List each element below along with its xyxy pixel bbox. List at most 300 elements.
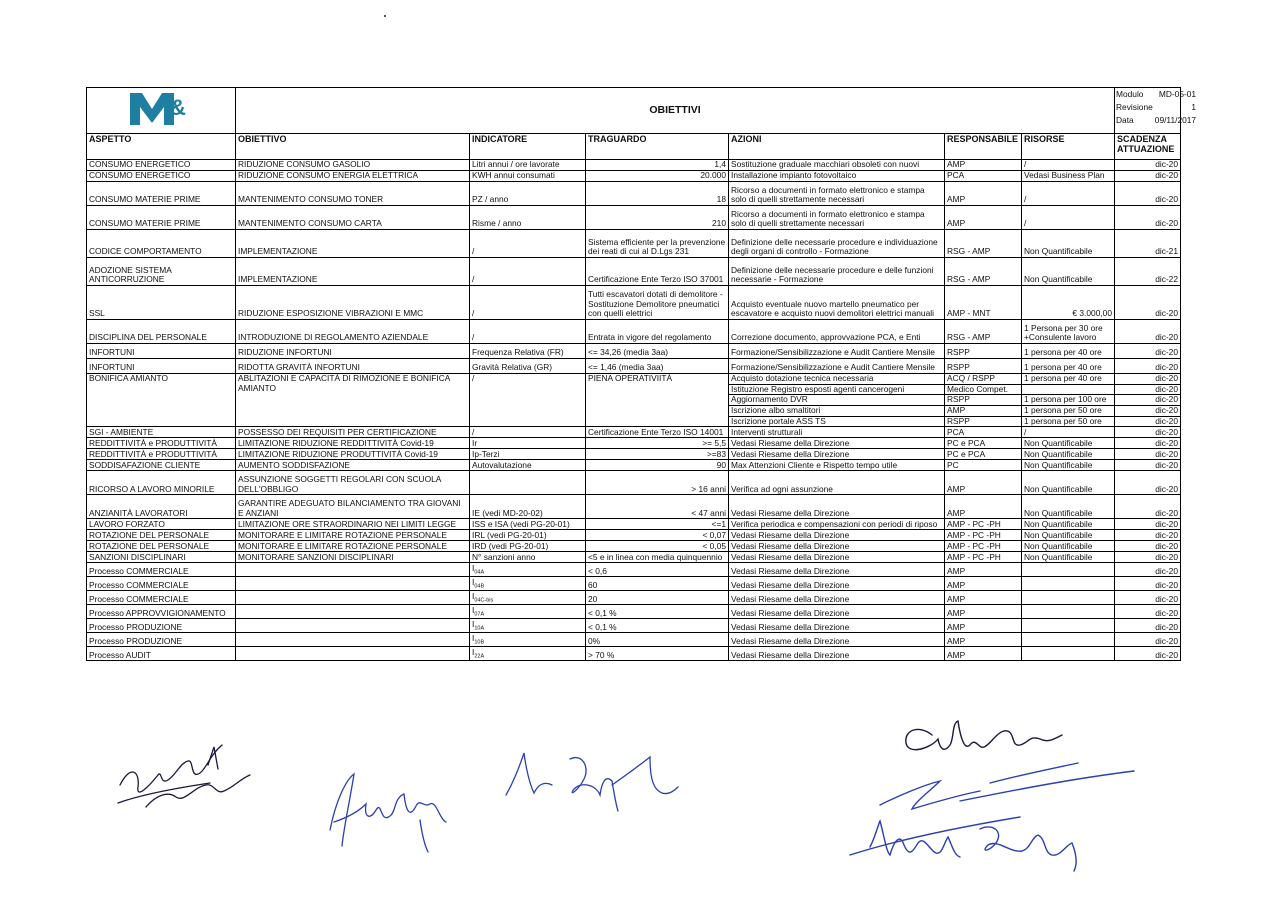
cell-risorse: Non Quantificabile [1022, 438, 1115, 449]
cell-indicatore: / [470, 286, 586, 320]
table-row [87, 619, 1181, 633]
cell-traguardo: 20 [586, 591, 729, 605]
cell-scadenza: dic-20 [1115, 647, 1181, 661]
cell-obiettivo: RIDUZIONE CONSUMO GASOLIO [236, 160, 470, 171]
cell-indicatore: / [470, 230, 586, 258]
cell-scadenza: dic-20 [1115, 460, 1181, 471]
cell-azioni: Vedasi Riesame della Direzione [729, 541, 945, 552]
cell-risorse: Non Quantificabile [1022, 530, 1115, 541]
cell-obiettivo: RIDUZIONE INFORTUNI [236, 344, 470, 359]
cell-aspetto: ANZIANITÀ LAVORATORI [87, 495, 236, 519]
table-row [87, 320, 1181, 344]
cell-responsabile: ACQ / RSPP [945, 374, 1022, 385]
indicator-symbol: I [472, 633, 475, 644]
cell-responsabile: RSG - AMP [945, 230, 1022, 258]
document-header [87, 88, 1181, 134]
cell-scadenza: dic-20 [1115, 530, 1181, 541]
column-header: TRAGUARDO [586, 134, 729, 160]
signature-4 [840, 705, 1150, 885]
table-row [87, 495, 1181, 519]
cell-azioni: Interventi strutturali [729, 427, 945, 438]
cell-azioni: Installazione impianto fotovoltaico [729, 171, 945, 182]
cell-risorse: Vedasi Business Plan [1022, 171, 1115, 182]
cell-indicatore [470, 633, 586, 647]
column-header: OBIETTIVO [236, 134, 470, 160]
cell-indicatore: / [470, 320, 586, 344]
cell-aspetto: Processo COMMERCIALE [87, 577, 236, 591]
table-row [87, 359, 1181, 374]
table-row [87, 230, 1181, 258]
cell-obiettivo [236, 633, 470, 647]
column-headers [87, 134, 1181, 160]
cell-aspetto: BONIFICA AMIANTO [87, 374, 236, 427]
cell-obiettivo: IMPLEMENTAZIONE [236, 230, 470, 258]
cell-aspetto: CONSUMO MATERIE PRIME [87, 182, 236, 206]
cell-obiettivo: LIMITAZIONE RIDUZIONE PRODUTTIVITÀ Covid-19 [236, 449, 470, 460]
cell-obiettivo [236, 647, 470, 661]
cell-azioni: Ricorso a documenti in formato elettronico e stampa solo di quelli strettamente necessari [729, 206, 945, 230]
indicator-subscript: 04C-bis [474, 597, 494, 604]
table-row [87, 449, 1181, 460]
table-row [87, 182, 1181, 206]
cell-scadenza: dic-20 [1115, 633, 1181, 647]
cell-risorse: Non Quantificabile [1022, 471, 1115, 495]
table-row [87, 258, 1181, 286]
cell-azioni: Formazione/Sensibilizzazione e Audit Cantiere Mensile [729, 344, 945, 359]
company-logo [126, 89, 196, 129]
cell-scadenza: dic-20 [1115, 160, 1181, 171]
cell-scadenza: dic-20 [1115, 359, 1181, 374]
cell-azioni: Ricorso a documenti in formato elettronico e stampa solo di quelli strettamente necessari [729, 182, 945, 206]
cell-risorse: Non Quantificabile [1022, 460, 1115, 471]
cell-traguardo: Certificazione Ente Terzo ISO 37001 [586, 258, 729, 286]
cell-scadenza: dic-20 [1115, 438, 1181, 449]
cell-responsabile: AMP [945, 471, 1022, 495]
cell-scadenza: dic-20 [1115, 605, 1181, 619]
cell-traguardo: < 47 anni [586, 495, 729, 519]
cell-aspetto: REDDITTIVITÀ e PRODUTTIVITÀ [87, 449, 236, 460]
cell-indicatore: ISS e ISA (vedi PG-20-01) [470, 519, 586, 530]
cell-scadenza: dic-20 [1115, 416, 1181, 427]
cell-azioni: Vedasi Riesame della Direzione [729, 449, 945, 460]
cell-traguardo: > 70 % [586, 647, 729, 661]
table-row [87, 633, 1181, 647]
cell-obiettivo: MONITORARE E LIMITARE ROTAZIONE PERSONALE [236, 541, 470, 552]
table-row [87, 344, 1181, 359]
cell-aspetto: CONSUMO MATERIE PRIME [87, 206, 236, 230]
column-header: AZIONI [729, 134, 945, 160]
cell-aspetto: SODDISAFAZIONE CLIENTE [87, 460, 236, 471]
objectives-table [86, 87, 1197, 661]
cell-scadenza: dic-20 [1115, 395, 1181, 406]
cell-aspetto: CONSUMO ENERGETICO [87, 160, 236, 171]
cell-indicatore: PZ / anno [470, 182, 586, 206]
cell-obiettivo: RIDUZIONE ESPOSIZIONE VIBRAZIONI E MMC [236, 286, 470, 320]
column-header: RISORSE [1022, 134, 1115, 160]
cell-traguardo: > 16 anni [586, 471, 729, 495]
indicator-subscript: 10B [474, 639, 485, 646]
cell-aspetto: INFORTUNI [87, 359, 236, 374]
cell-traguardo: PIENA OPERATIVIITÀ [586, 374, 729, 427]
cell-responsabile: AMP - PC -PH [945, 519, 1022, 530]
cell-azioni: Vedasi Riesame della Direzione [729, 591, 945, 605]
cell-traguardo: 90 [586, 460, 729, 471]
cell-scadenza: dic-20 [1115, 344, 1181, 359]
cell-risorse [1022, 619, 1115, 633]
cell-scadenza: dic-22 [1115, 258, 1181, 286]
cell-aspetto: RICORSO A LAVORO MINORILE [87, 471, 236, 495]
signature-3 [500, 745, 680, 815]
cell-indicatore [470, 471, 586, 495]
cell-scadenza: dic-20 [1115, 541, 1181, 552]
table-row [87, 552, 1181, 563]
cell-aspetto: SSL [87, 286, 236, 320]
cell-traguardo: <= 1,46 (media 3aa) [586, 359, 729, 374]
signature-1 [110, 725, 260, 825]
cell-responsabile: AMP - PC -PH [945, 541, 1022, 552]
cell-risorse: 1 persona per 40 ore [1022, 359, 1115, 374]
cell-indicatore [470, 577, 586, 591]
table-row [87, 427, 1181, 438]
meta-label: Modulo [1116, 88, 1144, 99]
cell-aspetto: DISCIPLINA DEL PERSONALE [87, 320, 236, 344]
cell-responsabile: AMP [945, 563, 1022, 577]
cell-responsabile: AMP [945, 577, 1022, 591]
cell-obiettivo: LIMITAZIONE RIDUZIONE REDDITTIVITÀ Covid-19 [236, 438, 470, 449]
cell-traguardo: >=83 [586, 449, 729, 460]
cell-azioni: Vedasi Riesame della Direzione [729, 647, 945, 661]
cell-risorse [1022, 605, 1115, 619]
cell-traguardo: 20.000 [586, 171, 729, 182]
table-row [87, 647, 1181, 661]
cell-responsabile: AMP - PC -PH [945, 552, 1022, 563]
signature-2 [320, 760, 460, 860]
meta-label: Revisione [1116, 101, 1153, 112]
cell-responsabile: PCA [945, 427, 1022, 438]
cell-azioni: Verifica periodica e compensazioni con periodi di riposo [729, 519, 945, 530]
cell-responsabile: AMP [945, 633, 1022, 647]
cell-obiettivo: RIDOTTA GRAVITÀ INFORTUNI [236, 359, 470, 374]
cell-risorse: Non Quantificabile [1022, 230, 1115, 258]
table-row [87, 374, 1181, 385]
table-row [87, 563, 1181, 577]
cell-azioni: Acquisto dotazione tecnica necessaria [729, 374, 945, 385]
cell-risorse: 1 persona per 50 ore [1022, 416, 1115, 427]
cell-aspetto: Processo PRODUZIONE [87, 633, 236, 647]
cell-obiettivo: POSSESSO DEI REQUISITI PER CERTIFICAZIONE [236, 427, 470, 438]
cell-aspetto: Processo COMMERCIALE [87, 563, 236, 577]
table-row [87, 471, 1181, 495]
meta-row [1115, 114, 1197, 127]
cell-traguardo: < 0,07 [586, 530, 729, 541]
indicator-subscript: 04B [474, 583, 485, 590]
cell-scadenza: dic-20 [1115, 171, 1181, 182]
cell-aspetto: Processo PRODUZIONE [87, 619, 236, 633]
cell-traguardo: 210 [586, 206, 729, 230]
cell-risorse [1022, 647, 1115, 661]
cell-traguardo: 1,4 [586, 160, 729, 171]
cell-risorse: Non Quantificabile [1022, 519, 1115, 530]
cell-indicatore [470, 619, 586, 633]
table-row [87, 577, 1181, 591]
cell-indicatore: Autovalutazione [470, 460, 586, 471]
meta-value: 09/11/2017 [1154, 114, 1197, 125]
cell-traguardo: < 0,1 % [586, 605, 729, 619]
cell-responsabile: RSPP [945, 344, 1022, 359]
table-row [87, 438, 1181, 449]
cell-scadenza: dic-20 [1115, 563, 1181, 577]
cell-indicatore: / [470, 374, 586, 427]
cell-obiettivo: RIDUZIONE CONSUMO ENERGIA ELETTRICA [236, 171, 470, 182]
cell-traguardo: 0% [586, 633, 729, 647]
cell-responsabile: AMP - MNT [945, 286, 1022, 320]
cell-risorse: Non Quantificabile [1022, 541, 1115, 552]
cell-azioni: Vedasi Riesame della Direzione [729, 633, 945, 647]
cell-obiettivo: MONITORARE E LIMITARE ROTAZIONE PERSONALE [236, 530, 470, 541]
cell-traguardo: Sistema efficiente per la prevenzione dei reati di cui al D.Lgs 231 [586, 230, 729, 258]
table-row [87, 519, 1181, 530]
cell-obiettivo: GARANTIRE ADEGUATO BILANCIAMENTO TRA GIOVANI E ANZIANI [236, 495, 470, 519]
cell-azioni: Definizione delle necessarie procedure e individuazione degli organi di controllo - Formazione [729, 230, 945, 258]
cell-indicatore: Ip-Terzi [470, 449, 586, 460]
cell-obiettivo: ASSUNZIONE SOGGETTI REGOLARI CON SCUOLA DELL'OBBLIGO [236, 471, 470, 495]
cell-scadenza: dic-20 [1115, 374, 1181, 385]
table-row [87, 160, 1181, 171]
table-row [87, 460, 1181, 471]
cell-aspetto: ROTAZIONE DEL PERSONALE [87, 541, 236, 552]
cell-risorse: 1 Persona per 30 ore +Consulente lavoro [1022, 320, 1115, 344]
indicator-subscript: 07A [474, 611, 485, 618]
cell-risorse [1022, 384, 1115, 395]
svg-text:&: & [170, 95, 186, 121]
cell-indicatore: Litri annui / ore lavorate [470, 160, 586, 171]
cell-indicatore: Ir [470, 438, 586, 449]
document-meta [1115, 88, 1197, 134]
cell-azioni: Max Attenzioni Cliente e Rispetto tempo utile [729, 460, 945, 471]
cell-risorse [1022, 591, 1115, 605]
cell-azioni: Vedasi Riesame della Direzione [729, 619, 945, 633]
cell-responsabile: PC e PCA [945, 449, 1022, 460]
cell-responsabile: AMP [945, 206, 1022, 230]
cell-risorse: / [1022, 206, 1115, 230]
logo-cell [87, 88, 236, 134]
cell-scadenza: dic-20 [1115, 577, 1181, 591]
cell-responsabile: Medico Compet. [945, 384, 1022, 395]
cell-responsabile: AMP [945, 160, 1022, 171]
cell-scadenza: dic-20 [1115, 619, 1181, 633]
cell-aspetto: SANZIONI DISCIPLINARI [87, 552, 236, 563]
cell-responsabile: AMP [945, 591, 1022, 605]
cell-risorse: € 3.000,00 [1022, 286, 1115, 320]
cell-indicatore: IRL (vedi PG-20-01) [470, 530, 586, 541]
scan-mark [384, 15, 386, 17]
cell-traguardo: <= 34,26 (media 3aa) [586, 344, 729, 359]
cell-risorse: 1 persona per 40 ore [1022, 344, 1115, 359]
cell-traguardo: Entrata in vigore del regolamento [586, 320, 729, 344]
cell-risorse: Non Quantificabile [1022, 258, 1115, 286]
indicator-symbol: I [472, 619, 475, 630]
cell-responsabile: RSG - AMP [945, 320, 1022, 344]
cell-scadenza: dic-20 [1115, 519, 1181, 530]
cell-risorse: Non Quantificabile [1022, 449, 1115, 460]
meta-value: 1 [1191, 101, 1197, 112]
cell-obiettivo: IMPLEMENTAZIONE [236, 258, 470, 286]
cell-indicatore [470, 647, 586, 661]
cell-risorse: 1 persona per 50 ore [1022, 405, 1115, 416]
cell-obiettivo [236, 619, 470, 633]
cell-scadenza: dic-20 [1115, 591, 1181, 605]
cell-scadenza: dic-20 [1115, 182, 1181, 206]
cell-responsabile: PCA [945, 171, 1022, 182]
table-row [87, 530, 1181, 541]
indicator-symbol: I [472, 591, 475, 602]
cell-scadenza: dic-20 [1115, 552, 1181, 563]
cell-risorse: 1 persona per 40 ore [1022, 374, 1115, 385]
cell-risorse: Non Quantificabile [1022, 495, 1115, 519]
cell-scadenza: dic-20 [1115, 286, 1181, 320]
cell-risorse: / [1022, 160, 1115, 171]
cell-traguardo: 60 [586, 577, 729, 591]
cell-aspetto: ROTAZIONE DEL PERSONALE [87, 530, 236, 541]
indicator-symbol: I [472, 563, 475, 574]
column-header: ASPETTO [87, 134, 236, 160]
cell-azioni: Formazione/Sensibilizzazione e Audit Cantiere Mensile [729, 359, 945, 374]
cell-indicatore: N° sanzioni anno [470, 552, 586, 563]
cell-obiettivo [236, 605, 470, 619]
cell-responsabile: AMP [945, 495, 1022, 519]
cell-azioni: Vedasi Riesame della Direzione [729, 438, 945, 449]
cell-indicatore: / [470, 427, 586, 438]
cell-aspetto: REDDITTIVITÀ e PRODUTTIVITÀ [87, 438, 236, 449]
cell-aspetto: INFORTUNI [87, 344, 236, 359]
cell-azioni: Definizione delle necessarie procedure e delle funzioni necessarie - Formazione [729, 258, 945, 286]
cell-scadenza: dic-21 [1115, 230, 1181, 258]
cell-scadenza: dic-20 [1115, 206, 1181, 230]
cell-scadenza: dic-20 [1115, 471, 1181, 495]
cell-responsabile: PC [945, 460, 1022, 471]
cell-traguardo: < 0,05 [586, 541, 729, 552]
cell-responsabile: AMP [945, 605, 1022, 619]
cell-traguardo: Tutti escavatori dotati di demolitore - Sostituzione Demolitore pneumatici con quelli elettrici [586, 286, 729, 320]
cell-scadenza: dic-20 [1115, 449, 1181, 460]
cell-azioni: Vedasi Riesame della Direzione [729, 552, 945, 563]
cell-obiettivo [236, 591, 470, 605]
cell-obiettivo: MANTENIMENTO CONSUMO CARTA [236, 206, 470, 230]
table-row [87, 286, 1181, 320]
cell-risorse [1022, 577, 1115, 591]
column-header: INDICATORE [470, 134, 586, 160]
cell-indicatore: IE (vedi MD-20-02) [470, 495, 586, 519]
meta-value: MD-05-01 [1158, 88, 1197, 99]
cell-obiettivo: ABLITAZIONI E CAPACITÀ DI RIMOZIONE E BONIFICA AMIANTO [236, 374, 470, 427]
cell-azioni: Iscrizione portale ASS TS [729, 416, 945, 427]
cell-traguardo: 18 [586, 182, 729, 206]
cell-indicatore: Gravità Relativa (GR) [470, 359, 586, 374]
cell-indicatore: KWH annui consumati [470, 171, 586, 182]
cell-azioni: Correzione documento, approvvazione PCA, e Enti [729, 320, 945, 344]
cell-responsabile: AMP [945, 182, 1022, 206]
cell-azioni: Iscrizione albo smaltitori [729, 405, 945, 416]
cell-indicatore [470, 563, 586, 577]
cell-responsabile: RSG - AMP [945, 258, 1022, 286]
cell-risorse: / [1022, 182, 1115, 206]
cell-aspetto: Processo APPROVVIGIONAMENTO [87, 605, 236, 619]
cell-obiettivo: AUMENTO SODDISFAZIONE [236, 460, 470, 471]
cell-aspetto: LAVORO FORZATO [87, 519, 236, 530]
cell-scadenza: dic-20 [1115, 320, 1181, 344]
indicator-subscript: 04A [474, 569, 485, 576]
cell-risorse: Non Quantificabile [1022, 552, 1115, 563]
cell-azioni: Vedasi Riesame della Direzione [729, 495, 945, 519]
cell-aspetto: SGI - AMBIENTE [87, 427, 236, 438]
cell-aspetto: Processo COMMERCIALE [87, 591, 236, 605]
table-row [87, 206, 1181, 230]
cell-scadenza: dic-20 [1115, 405, 1181, 416]
cell-responsabile: AMP - PC -PH [945, 530, 1022, 541]
cell-scadenza: dic-20 [1115, 384, 1181, 395]
cell-traguardo: < 0,6 [586, 563, 729, 577]
cell-traguardo: <5 e in linea con media quinquennio [586, 552, 729, 563]
cell-azioni: Vedasi Riesame della Direzione [729, 605, 945, 619]
cell-azioni: Acquisto eventuale nuovo martello pneumatico per escavatore e acquisto nuovi demolitori elettrici manuali [729, 286, 945, 320]
cell-aspetto: Processo AUDIT [87, 647, 236, 661]
table-row [87, 605, 1181, 619]
indicator-symbol: I [472, 605, 475, 616]
table-row [87, 171, 1181, 182]
cell-responsabile: AMP [945, 619, 1022, 633]
meta-row [1115, 101, 1197, 114]
cell-obiettivo: MANTENIMENTO CONSUMO TONER [236, 182, 470, 206]
cell-indicatore: Risme / anno [470, 206, 586, 230]
meta-row [1115, 88, 1197, 101]
cell-azioni: Vedasi Riesame della Direzione [729, 563, 945, 577]
cell-azioni: Vedasi Riesame della Direzione [729, 530, 945, 541]
document-title: OBIETTIVI [236, 88, 1115, 134]
cell-risorse [1022, 633, 1115, 647]
cell-obiettivo [236, 577, 470, 591]
meta-label: Data [1116, 114, 1134, 125]
cell-indicatore [470, 605, 586, 619]
column-header: SCADENZA ATTUAZIONE [1115, 134, 1181, 160]
cell-aspetto: CODICE COMPORTAMENTO [87, 230, 236, 258]
cell-traguardo: <=1 [586, 519, 729, 530]
cell-risorse [1022, 563, 1115, 577]
cell-traguardo: >= 5,5 [586, 438, 729, 449]
indicator-symbol: I [472, 577, 475, 588]
cell-responsabile: RSPP [945, 395, 1022, 406]
cell-responsabile: AMP [945, 647, 1022, 661]
table-row [87, 591, 1181, 605]
cell-obiettivo: LIMITAZIONE ORE STRAORDINARIO NEI LIMITI LEGGE [236, 519, 470, 530]
cell-obiettivo: INTRODUZIONE DI REGOLAMENTO AZIENDALE [236, 320, 470, 344]
column-header: RESPONSABILE [945, 134, 1022, 160]
indicator-subscript: 10A [474, 625, 485, 632]
cell-obiettivo [236, 563, 470, 577]
cell-indicatore: / [470, 258, 586, 286]
cell-azioni: Sostituzione graduale macchiari obsoleti con nuovi [729, 160, 945, 171]
indicator-subscript: 22A [474, 653, 485, 660]
cell-scadenza: dic-20 [1115, 427, 1181, 438]
indicator-symbol: I [472, 647, 475, 658]
cell-responsabile: RSPP [945, 416, 1022, 427]
cell-risorse: / [1022, 427, 1115, 438]
cell-azioni: Istituzione Registro esposti agenti cancerogeni [729, 384, 945, 395]
cell-aspetto: CONSUMO ENERGETICO [87, 171, 236, 182]
cell-responsabile: RSPP [945, 359, 1022, 374]
cell-aspetto: ADOZIONE SISTEMA ANTICORRUZIONE [87, 258, 236, 286]
cell-scadenza: dic-20 [1115, 495, 1181, 519]
meta-table [1115, 88, 1197, 127]
